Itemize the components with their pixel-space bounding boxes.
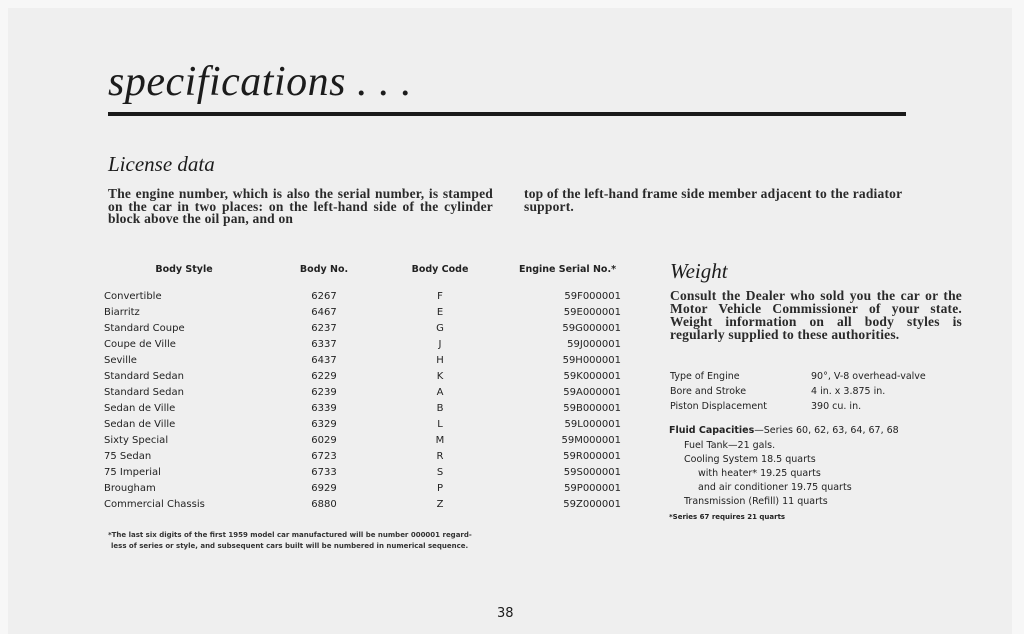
cell-body-no: 6733 xyxy=(311,466,337,478)
cell-body-no: 6929 xyxy=(311,482,337,494)
fuel-tank: Fuel Tank—21 gals. xyxy=(684,440,776,451)
cell-body-code: A xyxy=(436,386,444,398)
spec-label: Piston Displacement xyxy=(670,401,767,412)
page-number: 38 xyxy=(497,606,514,621)
cell-engine-serial: 59F000001 xyxy=(564,290,621,302)
page-title: specifications . . . xyxy=(108,59,412,105)
cell-engine-serial: 59S000001 xyxy=(563,466,621,478)
cell-body-no: 6880 xyxy=(311,498,337,510)
spec-value: 390 cu. in. xyxy=(811,401,862,412)
cooling-heater: with heater* 19.25 quarts xyxy=(698,468,821,479)
cell-engine-serial: 59H000001 xyxy=(562,354,621,366)
fluid-footnote: *Series 67 requires 21 quarts xyxy=(669,513,786,521)
cell-body-style: Sedan de Ville xyxy=(104,418,176,430)
cell-body-style: Commercial Chassis xyxy=(104,498,205,510)
weight-para: Consult the Dealer who sold you the car or the Motor Vehicle Commissioner of your state. Weight information on all body styles is regularly supplied to these authorities. xyxy=(670,288,962,342)
cell-body-style: Convertible xyxy=(104,290,162,302)
license-heading: License data xyxy=(108,152,215,176)
table-row xyxy=(104,352,639,368)
table-row xyxy=(104,368,639,384)
cell-body-code: P xyxy=(436,482,444,494)
cell-body-code: E xyxy=(436,306,444,318)
spec-row xyxy=(670,401,862,417)
cell-engine-serial: 59E000001 xyxy=(563,306,621,318)
cell-body-style: Coupe de Ville xyxy=(104,338,176,350)
cell-body-code: R xyxy=(436,450,444,462)
spec-label: Type of Engine xyxy=(670,371,740,382)
cell-body-style: Biarritz xyxy=(104,306,140,318)
cooling-system: Cooling System 18.5 quarts xyxy=(684,454,816,465)
cell-body-style: Standard Sedan xyxy=(104,386,184,398)
body-style-table xyxy=(104,262,639,512)
cell-body-no: 6437 xyxy=(311,354,337,366)
cell-body-style: Standard Coupe xyxy=(104,322,185,334)
fluid-label: Fluid Capacities xyxy=(669,425,755,436)
spec-row xyxy=(670,386,886,402)
cell-body-style: Sedan de Ville xyxy=(104,402,176,414)
cell-body-no: 6029 xyxy=(311,434,337,446)
table-row xyxy=(104,432,639,448)
cell-body-code: B xyxy=(436,402,444,414)
fluid-capacities xyxy=(669,425,899,436)
table-row xyxy=(104,464,639,480)
footnote-line: less of series or style, and subsequent cars built will be numbered in numerical sequence. xyxy=(111,542,469,550)
cell-body-code: J xyxy=(438,338,442,350)
cell-body-no: 6723 xyxy=(311,450,337,462)
table-row xyxy=(104,448,639,464)
col-engine-serial: Engine Serial No.* xyxy=(518,263,617,275)
cell-engine-serial: 59P000001 xyxy=(564,482,621,494)
cell-engine-serial: 59Z000001 xyxy=(563,498,621,510)
table-row xyxy=(104,480,639,496)
spec-label: Bore and Stroke xyxy=(670,386,747,397)
license-para-left: The engine number, which is also the serial number, is stamped on the car in two places: on the left-hand side of the cylinder block above the oil pan, and on xyxy=(108,186,493,226)
cell-body-no: 6267 xyxy=(311,290,337,302)
fluid-series: —Series 60, 62, 63, 64, 67, 68 xyxy=(754,425,899,436)
cell-body-no: 6337 xyxy=(311,338,337,350)
spec-value: 4 in. x 3.875 in. xyxy=(811,386,886,397)
spec-row xyxy=(670,371,926,387)
cell-body-no: 6229 xyxy=(311,370,337,382)
cell-body-code: H xyxy=(436,354,444,366)
cell-body-no: 6339 xyxy=(311,402,337,414)
cell-body-style: Sixty Special xyxy=(104,434,169,446)
table-row xyxy=(104,416,639,432)
col-body-code: Body Code xyxy=(411,263,469,275)
cell-body-style: Seville xyxy=(104,354,137,366)
cell-engine-serial: 59G000001 xyxy=(562,322,621,334)
spec-value: 90°, V-8 overhead-valve xyxy=(811,371,926,382)
cell-body-code: S xyxy=(436,466,444,478)
footnote-line: *The last six digits of the first 1959 model car manufactured will be number 000001 regard- xyxy=(108,531,472,539)
cell-body-style: 75 Imperial xyxy=(104,466,161,478)
table-header xyxy=(104,262,639,288)
cell-engine-serial: 59A000001 xyxy=(563,386,621,398)
table-row xyxy=(104,384,639,400)
transmission: Transmission (Refill) 11 quarts xyxy=(684,496,828,507)
cell-body-no: 6237 xyxy=(311,322,337,334)
cell-body-code: G xyxy=(436,322,444,334)
cell-engine-serial: 59J000001 xyxy=(567,338,621,350)
cell-engine-serial: 59M000001 xyxy=(561,434,621,446)
cell-body-code: M xyxy=(435,434,445,446)
col-body-no: Body No. xyxy=(299,263,349,275)
cell-body-no: 6467 xyxy=(311,306,337,318)
cell-body-style: Brougham xyxy=(104,482,156,494)
cell-engine-serial: 59R000001 xyxy=(563,450,621,462)
cell-body-style: Standard Sedan xyxy=(104,370,184,382)
table-row xyxy=(104,496,639,512)
table-row xyxy=(104,336,639,352)
cell-engine-serial: 59L000001 xyxy=(564,418,621,430)
cell-body-no: 6239 xyxy=(311,386,337,398)
cell-body-code: L xyxy=(437,418,443,430)
cooling-ac: and air conditioner 19.75 quarts xyxy=(698,482,852,493)
license-para-right: top of the left-hand frame side member adjacent to the radiator support. xyxy=(524,186,903,214)
table-row xyxy=(104,288,639,304)
cell-engine-serial: 59K000001 xyxy=(563,370,621,382)
cell-body-code: Z xyxy=(436,498,444,510)
cell-body-code: K xyxy=(436,370,444,382)
col-body-style: Body Style xyxy=(155,263,213,275)
table-footnote xyxy=(108,530,472,552)
cell-engine-serial: 59B000001 xyxy=(563,402,621,414)
cell-body-code: F xyxy=(437,290,443,302)
weight-heading: Weight xyxy=(670,259,728,283)
cell-body-no: 6329 xyxy=(311,418,337,430)
cell-body-style: 75 Sedan xyxy=(104,450,152,462)
table-row xyxy=(104,400,639,416)
title-rule xyxy=(108,112,906,116)
table-row xyxy=(104,304,639,320)
table-row xyxy=(104,320,639,336)
